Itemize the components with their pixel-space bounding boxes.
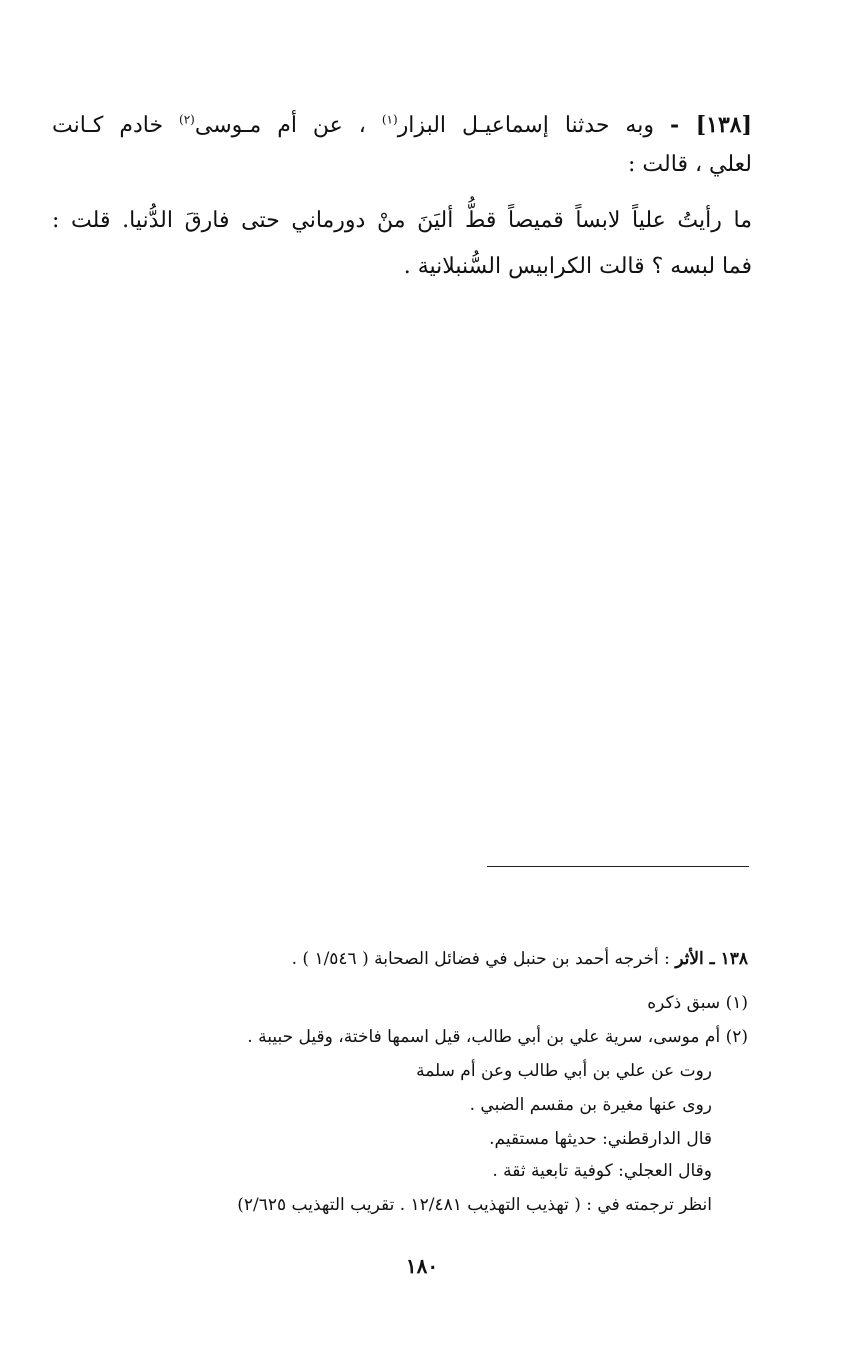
footnote-2-line-5: وقال العجلي: كوفية تابعية ثقة . bbox=[492, 1161, 712, 1181]
footnote-2-line-4: قال الدارقطني: حديثها مستقيم. bbox=[489, 1129, 712, 1149]
footnote-ref-2: (٢) bbox=[179, 112, 195, 127]
main-text-line-4: فما لبسه ؟ قالت الكرابيس السُّنبلانية . bbox=[403, 254, 752, 279]
footnote-2: (٢) أم موسى، سرية علي بن أبي طالب، قيل اسمها فاختة، وقيل حبيبة . bbox=[247, 1027, 748, 1047]
main-text-segment: ، عن أم مـوسى bbox=[194, 113, 382, 138]
main-text-segment: خادم كـانت bbox=[52, 113, 180, 138]
athar-text: : أخرجه أحمد بن حنبل في فضائل الصحابة ( ١/٥٤٦ ) . bbox=[291, 949, 676, 969]
main-text-line-1 bbox=[52, 110, 752, 141]
footnote-ref-1: (١) bbox=[381, 112, 398, 127]
footnote-1: (١) سبق ذكره bbox=[647, 993, 748, 1013]
footnote-2-line-6: انظر ترجمته في : ( تهذيب التهذيب ١٢/٤٨١ . تقريب التهذيب ٢/٦٢٥) bbox=[237, 1195, 712, 1215]
main-text-line-3: ما رأيتُ علياً لابساً قميصاً قطُّ أليَنَ منْ دورماني حتى فارقَ الدُّنيا. قلت : bbox=[52, 208, 752, 233]
hadith-number: [١٣٨] - bbox=[669, 112, 752, 138]
athar-footnote bbox=[292, 946, 748, 972]
footnote-2-line-2: روت عن علي بن أبي طالب وعن أم سلمة bbox=[416, 1061, 712, 1081]
main-text-line-2: لعلي ، قالت : bbox=[628, 152, 752, 177]
footnote-2-line-3: روى عنها مغيرة بن مقسم الضبي . bbox=[469, 1095, 712, 1115]
main-text-segment: وبه حدثنا إسماعيـل البزار bbox=[397, 113, 670, 138]
page-number: ١٨٠ bbox=[405, 1254, 439, 1278]
athar-label: ١٣٨ ـ الأثر bbox=[675, 949, 748, 969]
footnote-separator bbox=[487, 866, 749, 867]
